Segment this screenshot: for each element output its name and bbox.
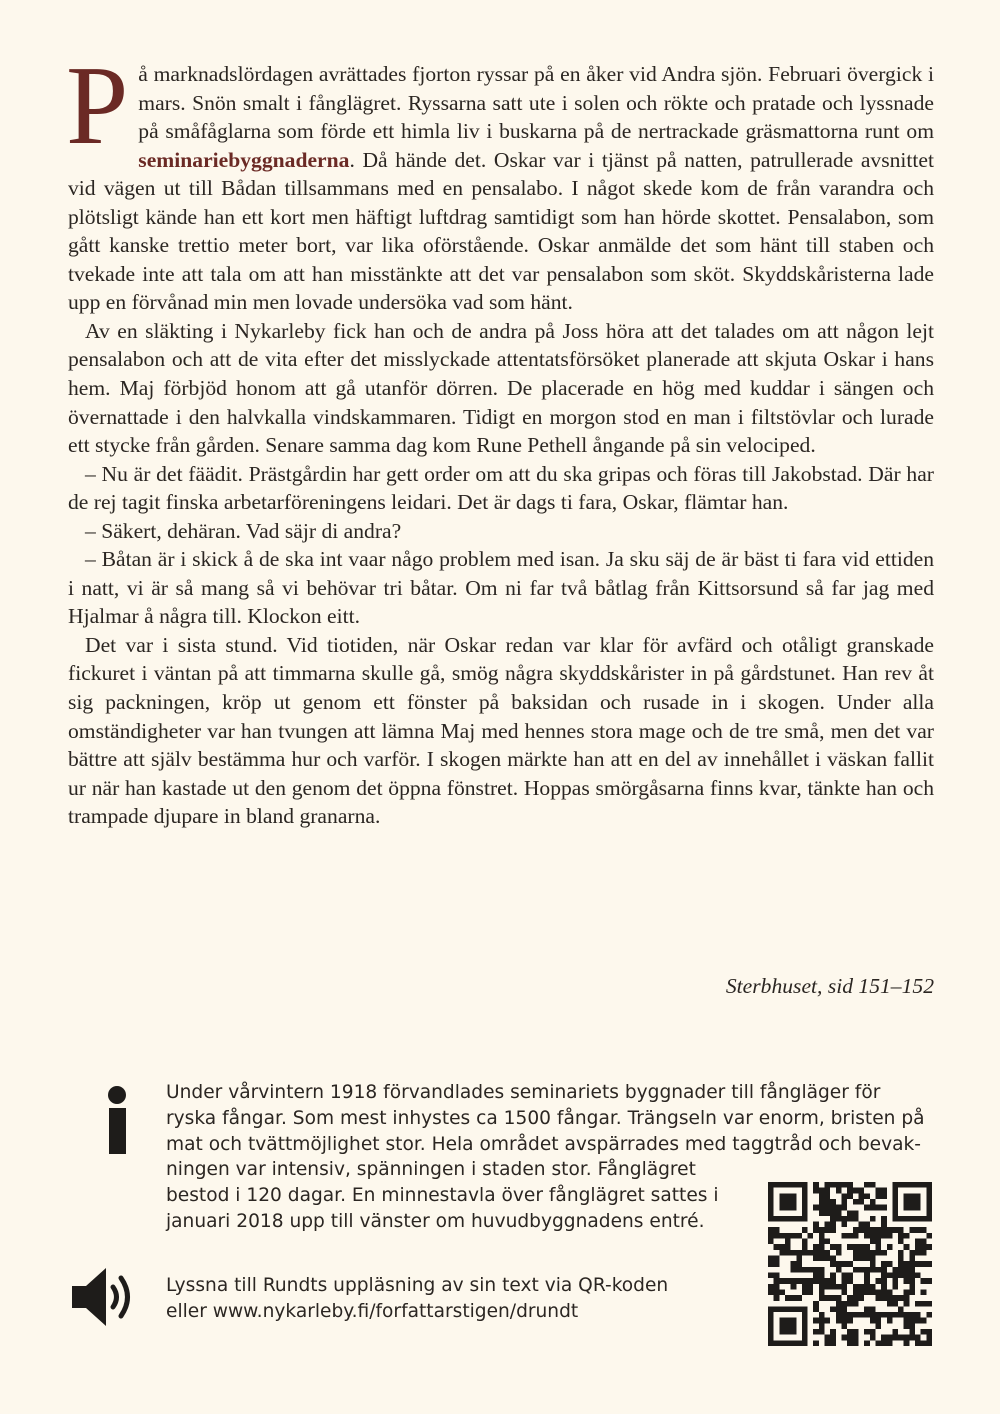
info-line: ningen var intensiv, spänningen i staden stor. Fånglägret	[166, 1159, 696, 1181]
audio-line-1: Lyssna till Rundts uppläsning av sin text via QR-koden	[166, 1275, 669, 1296]
story-paragraph-6: Det var i sista stund. Vid tiotiden, när Oskar redan var klar för avfärd och otåligt granskade fickuret i väntan på att timmarna skulle gå, smög några skyddskårister in på gårdstunet. Han rev åt sig packningen, kröp ut genom ett fönster på baksidan och rusade in i skogen. Under alla omständigheter var han tvungen att lämna Maj med hennes stora mage och de tre små, men det var bättre att själv bestämma hur och varför. I skogen märkte han att en del av innehållet i väskan fallit ur när han kastade ut den genom det öppna fönstret. Hoppas smörgåsarna finns kvar, tänkte han och trampade djupare in bland granarna.	[68, 632, 934, 829]
info-line: ryska fångar. Som mest inhystes ca 1500 fångar. Trängseln var enorm, bristen på	[166, 1107, 925, 1129]
info-line: mat och tvättmöjlighet stor. Hela området avspärrades med taggtråd och bevak-	[166, 1133, 921, 1155]
drop-cap: P	[66, 44, 129, 168]
audio-info	[166, 1273, 668, 1325]
dialogue-line-2: – Säkert, dehäran. Vad säjr di andra?	[85, 518, 402, 543]
dialogue-line-1: – Nu är det fäädit. Prästgårdin har gett order om att du ska gripas och föras till Jakobstad. Där har de rej tagit finska arbetarföreningens leidari. Det är dags ti fara, Oskar, flämtar han.	[68, 461, 934, 515]
source-citation: Sterbhuset, sid 151–152	[725, 974, 934, 998]
story-text	[66, 44, 934, 831]
highlighted-word: seminariebyggnaderna	[138, 147, 350, 172]
info-line: januari 2018 upp till vänster om huvudbyggnadens entré.	[166, 1210, 705, 1232]
info-line: bestod i 120 dagar. En minnestavla över fånglägret sattes i	[166, 1185, 719, 1207]
paragraph-1-start: å marknadslördagen avrättades fjorton ryssar på en åker vid Andra sjön. Februari övergick i mars. Snön smalt i fånglägret. Ryssarna satt ute i solen och rökte och pratade och lyssnade på småfåglarna som förde ett himla liv i buskarna på de nertrackade gräsmattorna runt om	[138, 62, 934, 144]
paragraph-1-end: . Då hände det. Oskar var i tjänst på natten, patrullerade avsnittet vid vägen ut till Bådan tillsammans med en pensalabo. I något skede kom de från varandra och plötsligt kände han ett kort men häftigt luftdrag samtidigt som han hörde skottet. Pensalabon, som gått kanske trettio meter bort, var lika oförstående. Oskar anmälde det som hänt till staben och tvekade inte att tala om att han misstänkte att det var pensalabon som sköt. Skyddskåristerna lade upp en förvånad min men lovade undersöka vad som hänt.	[68, 147, 934, 315]
story-paragraph-2: Av en släkting i Nykarleby fick han och de andra på Joss höra att det talades om att någon lejt pensalabon och att de vita efter det misslyckade attentatsförsöket planerade att skjuta Oskar i hans hem. Maj förbjöd honom att gå utanför dörren. De placerade en hög med kuddar i sängen och övernattade i den halvkalla vindskammaren. Tidigt en morgon stod en man i filtstövlar och lurade ett stycke från gården. Senare samma dag kom Rune Pethell ångande på sin velociped.	[68, 318, 934, 458]
audio-line-2[interactable]: eller www.nykarleby.fi/forfattarstigen/drundt	[166, 1301, 579, 1322]
dialogue-line-3: – Båtan är i skick å de ska int vaar någo problem med isan. Ja sku säj de är bäst ti fara vid ettiden i natt, vi är så mang så vi behövar tri båtar. Om ni far två båtlag från Kittsorsund så far jag med Hjalmar å några till. Klockon eitt.	[68, 547, 934, 629]
speaker-icon	[70, 1262, 150, 1332]
story-paragraph-1	[66, 44, 934, 317]
info-line: Under vårvintern 1918 förvandlades seminariets byggnader till fångläger för	[166, 1082, 881, 1103]
info-icon	[104, 1085, 130, 1155]
qr-code-icon[interactable]	[768, 1182, 932, 1346]
